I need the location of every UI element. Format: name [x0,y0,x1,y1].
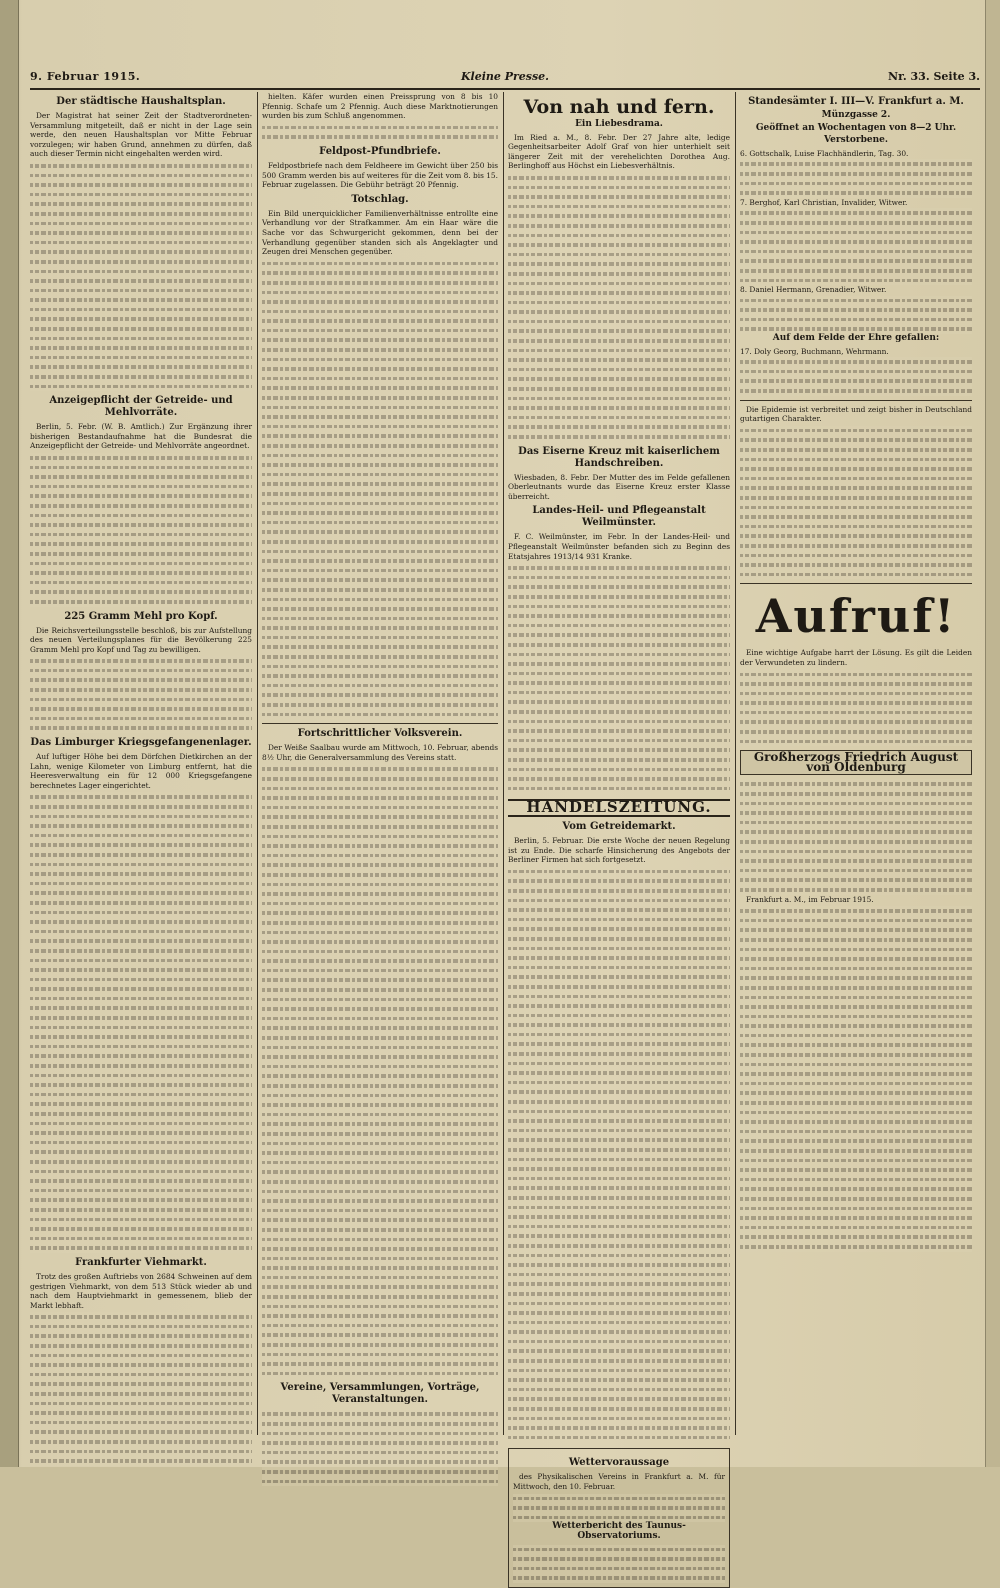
appeal-heading: Aufruf! [755,589,957,644]
header-paper-name: Kleine Presse. [460,70,550,83]
article-subheading: Ein Liebesdrama. [575,119,663,129]
article-heading: Totschlag. [351,193,409,205]
article-text: Berlin, 5. Febr. (W. B. Amtlich.) Zur Ergänzung ihrer bisherigen Bestandaufnahme hat die Bundesrat die Anzeigepflicht der Getreide- und Mehlvorräte angeordnet. [30,422,252,451]
article-text: hielten. Käfer wurden einen Preissprung von 8 bis 10 Pfennig. Schafe um 2 Pfennig. Auch diese Marktnotierungen wurden bis zum Schluß angenommen. [262,92,498,121]
article-text: F. C. Weilmünster, im Febr. In der Landes-Heil- und Pflegeanstalt Weilmünster befanden sich zu Beginn des Etatsjahres 1913/14 931 Kranke. [508,532,730,561]
column-divider [503,92,504,1435]
article-heading: Anzeigepflicht der Getreide- und Mehlvorräte. [49,395,233,419]
article-text: Wiesbaden, 8. Febr. Der Mutter des im Felde gefallenen Oberleutnants wurde das Eiserne Kreuz erster Klasse überreicht. [508,472,730,501]
column-4 [740,92,972,1435]
list-heading: Auf dem Felde der Ehre gefallen: [772,333,940,344]
header-rule [30,88,980,90]
article-text: Auf luftiger Höhe bei dem Dörfchen Dietkirchen an der Lahn, wenige Kilometer von Limburg entfernt, hat die Heeresverwaltung ein für 12 000 Kriegsgefangene berechnetes Lager eingerichtet. [30,752,252,790]
column-3 [508,92,730,1541]
header-date: 9. Februar 1915. [30,70,141,83]
column-1 [30,92,252,1435]
article-text: Der Weiße Saalbau wurde am Mittwoch, 10. Februar, abends 8½ Uhr, die Generalversammlung des Vereins statt. [262,743,498,762]
weather-heading: Wettervoraussage [568,1457,670,1469]
article-heading: Fortschrittlicher Volksverein. [297,728,463,740]
column-2 [262,92,498,1435]
article-heading: Das Limburger Kriegsgefangenenlager. [30,737,252,749]
article-heading: Vom Getreidemarkt. [562,821,676,832]
binding-edge [0,0,19,1467]
list-item: 8. Daniel Hermann, Grenadier, Witwer. [740,285,887,295]
list-item: 6. Gottschalk, Luise Flachhändlerin, Tag. 30. [740,148,909,158]
weather-table-title: Wetterbericht des Taunus-Observatoriums. [552,1521,686,1541]
header-issue: Nr. 33. Seite 3. [888,70,980,83]
article-text: Im Ried a. M., 8. Febr. Der 27 Jahre alte, ledige Gegenheitsarbeiter Adolf Graf von hier unterhielt seit längerer Zeit mit der verehelichten Dorothea Aug. Berlinghoff aus Höchst ein Liebesverhältnis. [508,132,730,171]
article-heading: Landes-Heil- und Pflegeanstalt Weilmünster. [532,505,706,529]
column-divider [257,92,258,1435]
article-text: Eine wichtige Aufgabe harrt der Lösung. Es gilt die Leiden der Verwundeten zu lindern. [740,648,972,667]
page-header [30,70,980,86]
article-text: Die Reichsverteilungsstelle beschloß, bis zur Aufstellung des neuen Verteilungsplanes für die Bevölkerung 225 Gramm Mehl pro Kopf und Tag zu bewilligen. [30,625,252,654]
page-edge [985,0,1000,1467]
article-heading: Der städtische Haushaltsplan. [56,96,226,107]
article-heading: 225 Gramm Mehl pro Kopf. [64,610,218,622]
column-divider [735,92,736,1435]
section-heading: Standesämter I. III—V. Frankfurt a. M. [748,96,964,107]
article-heading: Das Eiserne Kreuz mit kaiserlichem Handschreiben. [518,445,720,469]
article-text: Trotz des großen Auftriebs von 2684 Schweinen auf dem gestrigen Viehmarkt, von dem 513 Stück wieder ab und nach dem Hauptviehmarkt in gemessenem, blieb der Markt lebhaft. [30,1271,252,1310]
article-heading: Frankfurter Viehmarkt. [75,1256,207,1268]
list-heading: Verstorbene. [823,135,888,146]
appeal-name-box: Großherzogs Friedrich August von Oldenburg [740,750,972,775]
weather-text: des Physikalischen Vereins in Frankfurt a. M. für Mittwoch, den 10. Februar. [513,1472,725,1491]
section-subheading: Geöffnet an Wochentagen von 8—2 Uhr. [755,122,957,133]
article-text: Die Epidemie ist verbreitet und zeigt bisher in Deutschland gutartigen Charakter. [740,404,972,424]
article-text: Berlin, 5. Februar. Die erste Woche der neuen Regelung ist zu Ende. Die scharfe Hinsicherung des Angebots der Berliner Firmen hat sich fortgesetzt. [508,836,730,865]
section-subheading: Münzgasse 2. [821,110,891,120]
article-text: Ein Bild unerquicklicher Familienverhältnisse entrollte eine Verhandlung vor der Strafkammer. Am ein Haar wäre die Sache vor das Schwurgericht gekommen, denn bei der Verhandlung gegenüber standen sich als Angeklagter und Zeugen drei Menschen gegenüber. [262,208,498,257]
section-banner: HANDELSZEITUNG. [508,799,730,817]
article-text: Feldpostbriefe nach dem Feldheere im Gewicht über 250 bis 500 Gramm werden bis auf weiteres für die Zeit vom 8. bis 15. Februar zugelassen. Die Gebühr beträgt 20 Pfennig. [262,160,498,190]
section-heading: Von nah und fern. [523,96,715,118]
article-heading: Feldpost-Pfundbriefe. [319,145,441,157]
list-item: 17. Doly Georg, Buchmann, Wehrmann. [740,346,889,356]
article-text: Der Magistrat hat seiner Zeit der Stadtverordneten-Versammlung mitgeteilt, daß er nicht in der Lage sein werde, den neuen Haushaltsplan vor Mitte Februar vorzulegen; wir haben Grund, annehmen zu dürfen, daß auch dieser Termin nicht eingehalten werden wird. [30,111,252,159]
list-item: 7. Berghof, Karl Christian, Invalider, Witwer. [740,197,908,207]
article-heading: Vereine, Versammlungen, Vorträge, Veranstaltungen. [280,1382,480,1406]
article-text: Frankfurt a. M., im Februar 1915. [746,894,874,904]
weather-box [508,1448,730,1588]
